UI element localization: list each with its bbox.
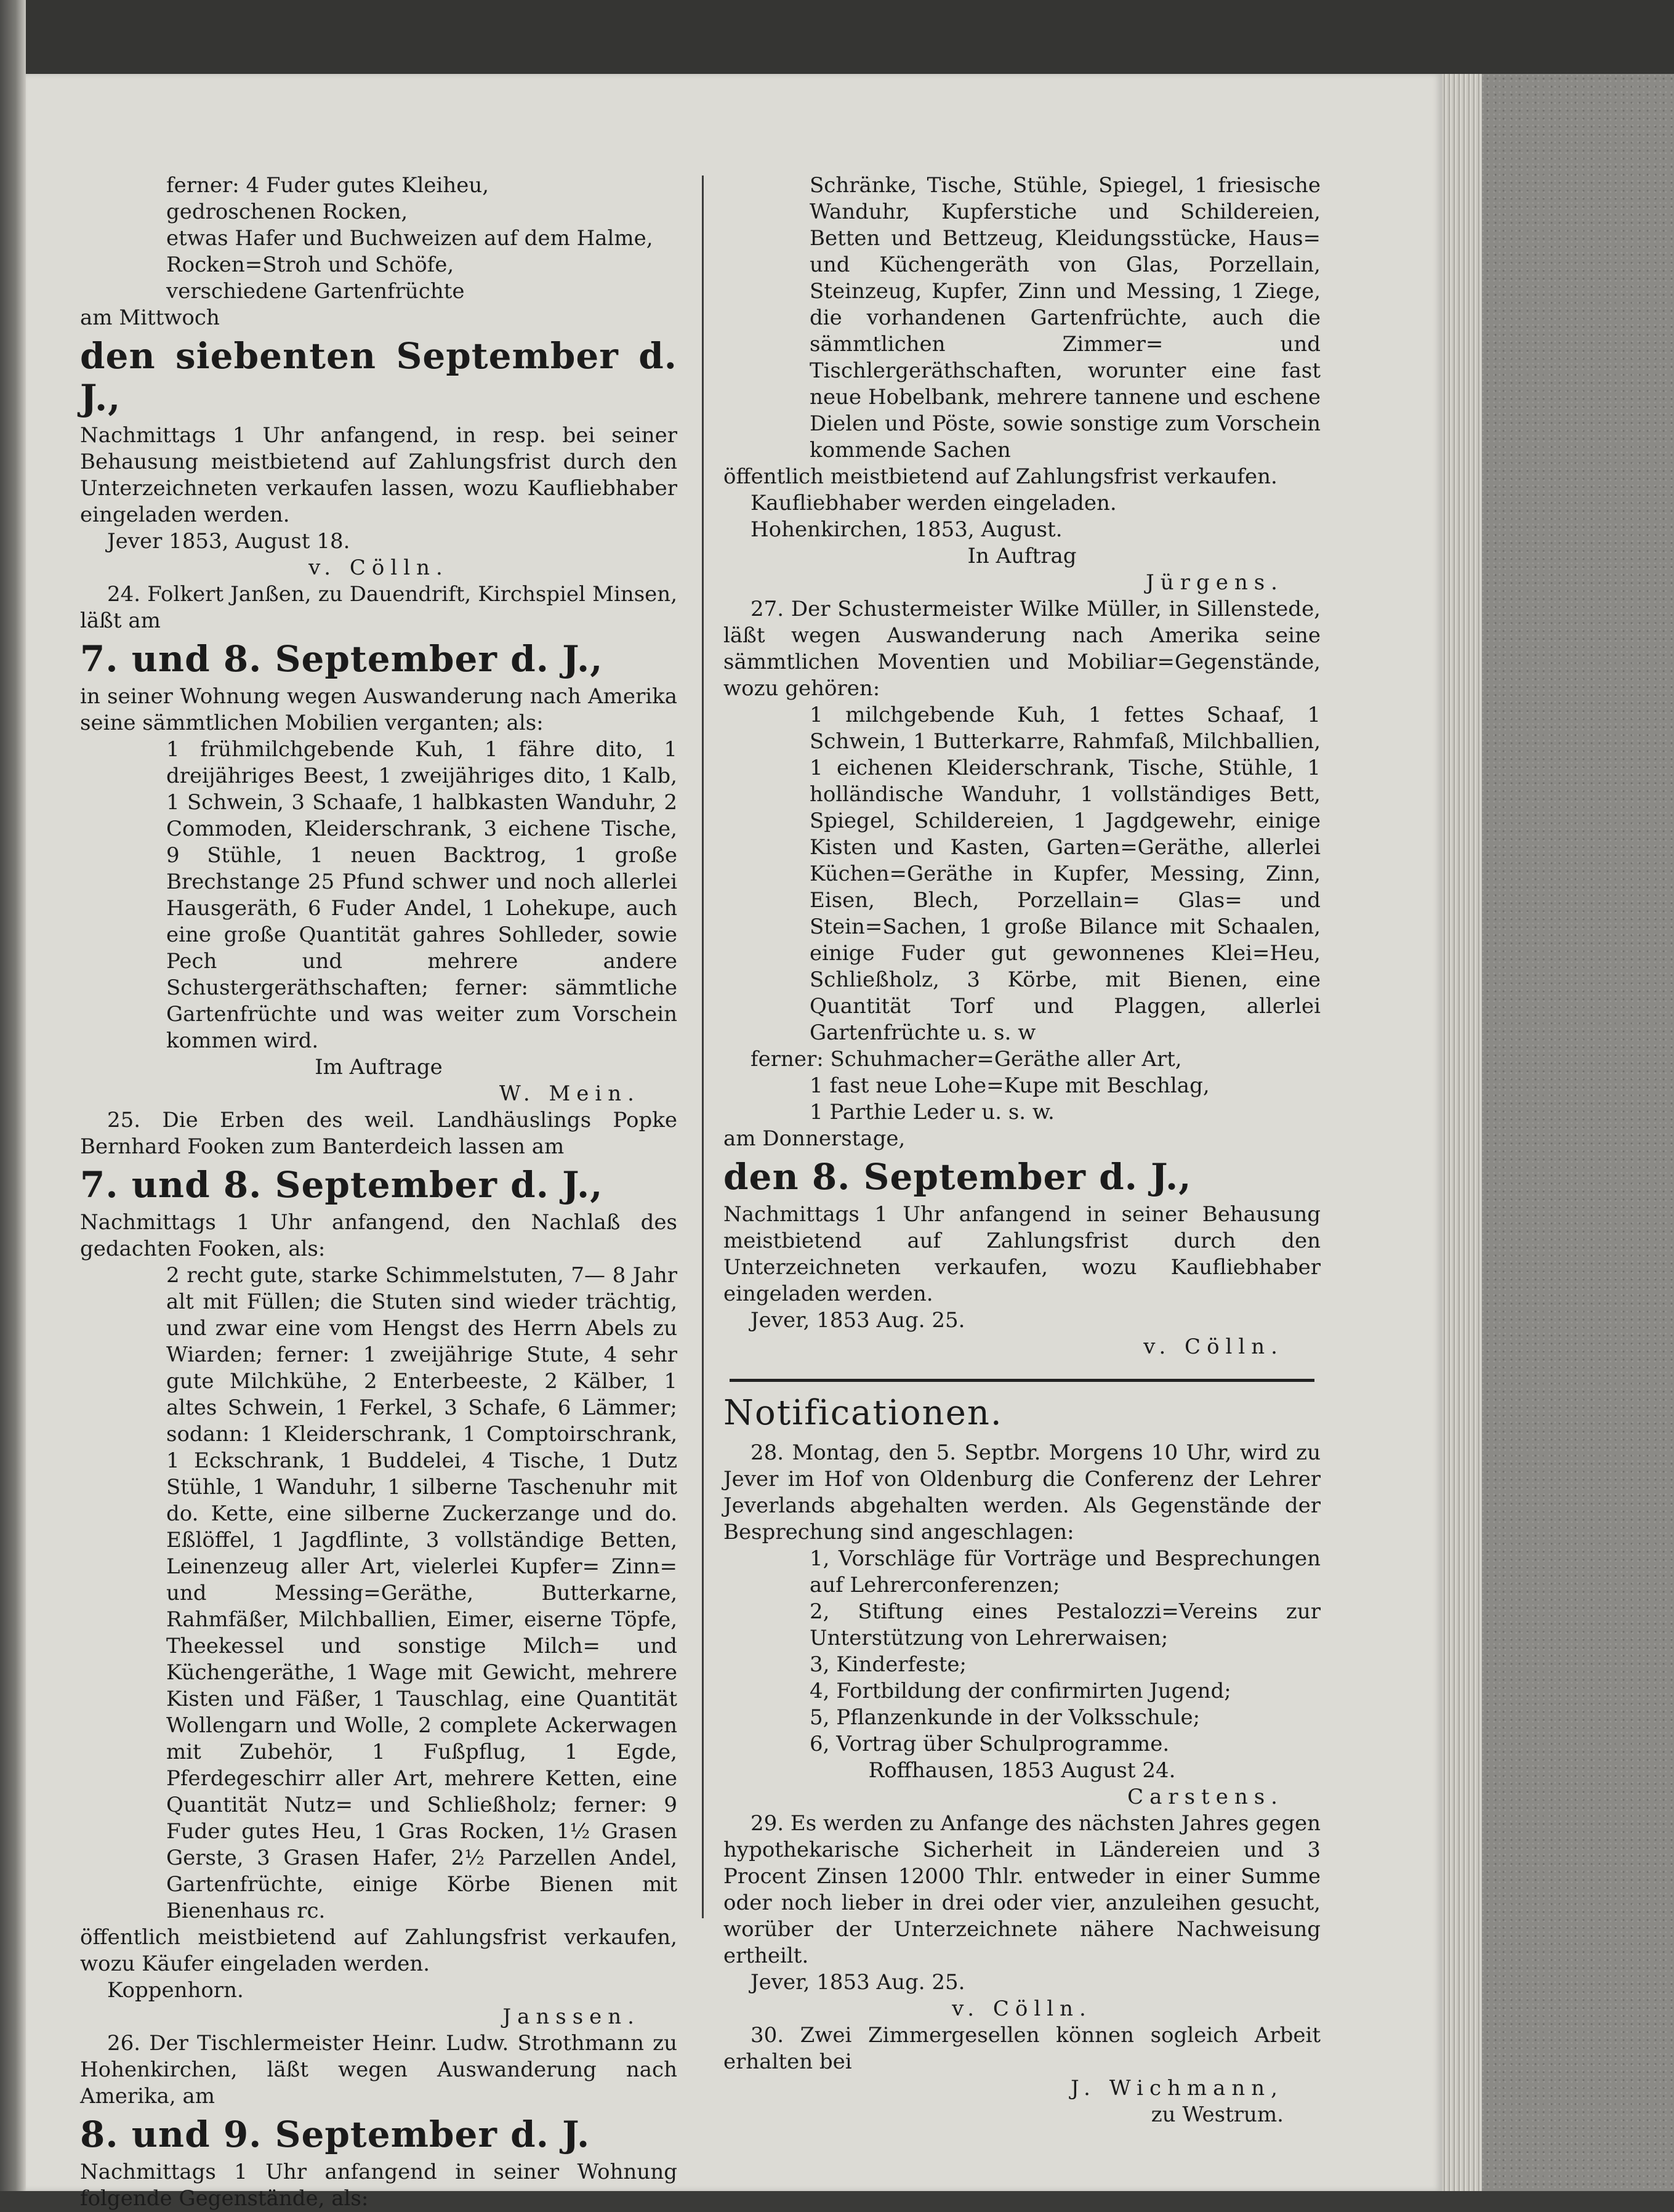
text-paragraph: 5, Pflanzenkunde in der Volksschule; [810,1705,1201,1730]
text-paragraph: J. Wichmann, [1071,2076,1284,2101]
text-paragraph: 4, Fortbildung der confirmirten Jugend; [810,1679,1231,1703]
text-paragraph: 27. Der Schustermeister Wilke Müller, in Sillenstede, läßt wegen Auswanderung nach Amerika seine sämmtlichen Moventien und Mobiliar=Gegenstände, wozu gehören: [723,597,1321,701]
left-column [80,172,677,2212]
text-paragraph: In Auftrag [967,544,1077,568]
text-paragraph: W. Mein. [499,1081,640,1106]
text-paragraph: Schränke, Tische, Stühle, Spiegel, 1 friesische Wanduhr, Kupferstiche und Schildereien, Betten und Bettzeug, Kleidungsstücke, Haus= und Küchengeräth von Glas, Porzellain, Steinzeug, Kupfer, Zinn und Messing, 1 Ziege, die vorhandenen Gartenfrüchte, auch die sämmtlichen Zimmer= und Tischlergeräthschaften, worunter eine fast neue Hobelbank, mehrere tannene und eschene Dielen und Pöste, sowie sonstige zum Vorschein kommende Sachen [810,173,1321,462]
page-edges [1442,74,1482,2191]
text-paragraph: in seiner Wohnung wegen Auswanderung nach Amerika seine sämmtlichen Mobilien verganten; als: [80,684,677,735]
date-headline: 7. und 8. September d. J., [80,638,603,680]
text-paragraph: 30. Zwei Zimmergesellen können sogleich Arbeit erhalten bei [723,2023,1321,2074]
text-paragraph: 1 Parthie Leder u. s. w. [810,1100,1055,1124]
section-heading: Notificationen. [723,1393,1003,1433]
text-paragraph: 1 milchgebende Kuh, 1 fettes Schaaf, 1 Schwein, 1 Butterkarre, Rahmfaß, Milchballien, 1 eichenen Kleiderschrank, Tische, Stühle, 1 holländische Wanduhr, 1 vollständiges Bett, Spiegel, Schildereien, 1 Jagdgewehr, einige Kisten und Kasten, Garten=Geräthe, allerlei Küchen=Geräthe in Kupfer, Messing, Zinn, Eisen, Blech, Porzellain= Glas= und Stein=Sachen, 1 große Bilance mit Schaalen, einige Fuder gut gewonnenes Klei=Heu, Schließholz, 3 Körbe, mit Bienen, eine Quantität Torf und Plaggen, allerlei Gartenfrüchte u. s. w [810,703,1321,1045]
text-paragraph: zu Westrum. [1151,2102,1284,2127]
text-paragraph: 26. Der Tischlermeister Heinr. Ludw. Strothmann zu Hohenkirchen, läßt wegen Auswanderung nach Amerika, am [80,2031,677,2109]
book-binding [0,0,26,2191]
text-paragraph: 29. Es werden zu Anfange des nächsten Jahres gegen hypothekarische Sicherheit in Ländereien und 3 Procent Zinsen 12000 Thlr. entweder in einer Summe oder noch lieber in drei oder vier, anzuleihen gesucht, worüber der Unterzeichnete nähere Nachweisung ertheilt. [723,1811,1321,1968]
text-paragraph: 1, Vorschläge für Vorträge und Besprechungen auf Lehrerconferenzen; [810,1546,1321,1597]
text-paragraph: Jever, 1853 Aug. 25. [750,1970,965,1995]
text-paragraph: am Mittwoch [80,305,220,330]
text-paragraph: Nachmittags 1 Uhr anfangend in seiner Behausung meistbietend auf Zahlungsfrist durch den Unterzeichneten verkaufen, wozu Kaufliebhaber eingeladen werden. [723,1202,1321,1306]
text-paragraph: Rocken=Stroh und Schöfe, [166,252,454,277]
text-paragraph: Jever 1853, August 18. [107,529,350,554]
text-paragraph: Janssen. [502,2004,640,2029]
text-paragraph: v. Cölln. [1143,1334,1284,1359]
text-paragraph: etwas Hafer und Buchweizen auf dem Halme, [166,226,653,251]
text-paragraph: 24. Folkert Janßen, zu Dauendrift, Kirchspiel Minsen, läßt am [80,582,677,633]
background-top [0,0,1674,74]
text-paragraph: am Donnerstage, [723,1126,906,1151]
text-paragraph: öffentlich meistbietend auf Zahlungsfrist verkaufen. [723,464,1278,489]
text-paragraph: Roffhausen, 1853 August 24. [868,1758,1176,1783]
text-paragraph: Nachmittags 1 Uhr anfangend in seiner Wohnung folgende Gegenstände, als: [80,2160,677,2211]
text-paragraph: 3, Kinderfeste; [810,1652,967,1677]
date-headline: den 8. September d. J., [723,1156,1192,1198]
text-paragraph: Carstens. [1127,1785,1284,1809]
marbled-cover [1482,74,1674,2191]
section-rule [730,1379,1314,1382]
text-paragraph: Jürgens. [1146,570,1284,595]
date-headline: den siebenten September d. J., [80,335,677,419]
text-paragraph: 1 frühmilchgebende Kuh, 1 fähre dito, 1 dreijähriges Beest, 1 zweijähriges dito, 1 Kalb, 1 Schwein, 3 Schaafe, 1 halbkasten Wanduhr, 2 Commoden, Kleiderschrank, 3 eichene Tische, 9 Stühle, 1 neuen Backtrog, 1 große Brechstange 25 Pfund schwer und noch allerlei Hausgeräth, 6 Fuder Andel, 1 Lohekupe, auch eine große Quantität gahres Sohlleder, sowie Pech und mehrere andere Schustergeräthschaften; ferner: sämmtliche Gartenfrüchte und was weiter zum Vorschein kommen wird. [166,737,677,1053]
text-paragraph: Nachmittags 1 Uhr anfangend, den Nachlaß des gedachten Fooken, als: [80,1210,677,1261]
text-paragraph: 1 fast neue Lohe=Kupe mit Beschlag, [810,1073,1210,1098]
text-paragraph: Jever, 1853 Aug. 25. [750,1308,965,1333]
text-paragraph: v. Cölln. [308,555,449,580]
text-paragraph: gedroschenen Rocken, [166,200,408,224]
text-paragraph: 6, Vortrag über Schulprogramme. [810,1732,1170,1756]
column-divider [702,176,704,1918]
text-paragraph: ferner: Schuhmacher=Geräthe aller Art, [750,1047,1182,1072]
text-paragraph: 2 recht gute, starke Schimmelstuten, 7— 8 Jahr alt mit Füllen; die Stuten sind wieder trächtig, und zwar eine vom Hengst des Herrn Abels zu Wiarden; ferner: 1 zweijährige Stute, 4 sehr gute Milchkühe, 2 Enterbeeste, 2 Kälber, 1 altes Schwein, 1 Ferkel, 3 Schafe, 6 Lämmer; sodann: 1 Kleiderschrank, 1 Comptoirschrank, 1 Eckschrank, 1 Buddelei, 4 Tische, 1 Dutz Stühle, 1 Wanduhr, 1 silberne Taschenuhr mit do. Kette, eine silberne Zuckerzange und do. Eßlöffel, 1 Jagdflinte, 3 vollständige Betten, Leinenzeug aller Art, vielerlei Kupfer= Zinn= und Messing=Geräthe, Butterkarne, Rahmfäßer, Milchballien, Eimer, eiserne Töpfe, Theekessel und sonstige Milch= und Küchengeräthe, 1 Wage mit Gewicht, mehrere Kisten und Fäßer, 1 Tauschlag, eine Quantität Wollengarn und Wolle, 2 complete Ackerwagen mit Zubehör, 1 Fußpflug, 1 Egde, Pferdegeschirr aller Art, mehrere Ketten, eine Quantität Nutz= und Schließholz; ferner: 9 Fuder gutes Heu, 1 Gras Rocken, 1½ Grasen Gerste, 3 Grasen Hafer, 2½ Parzellen Andel, Gartenfrüchte, einige Körbe Bienen mit Bienenhaus rc. [166,1263,677,1923]
date-headline: 7. und 8. September d. J., [80,1164,603,1206]
text-paragraph: verschiedene Gartenfrüchte [166,279,465,304]
text-paragraph: ferner: 4 Fuder gutes Kleiheu, [166,173,489,198]
text-paragraph: Kaufliebhaber werden eingeladen. [750,491,1117,515]
right-column [723,172,1321,2128]
text-paragraph: Nachmittags 1 Uhr anfangend, in resp. bei seiner Behausung meistbietend auf Zahlungsfrist durch den Unterzeichneten verkaufen lassen, wozu Kaufliebhaber eingeladen werden. [80,423,677,527]
text-paragraph: v. Cölln. [952,1996,1092,2021]
text-paragraph: öffentlich meistbietend auf Zahlungsfrist verkaufen, wozu Käufer eingeladen werden. [80,1925,677,1976]
text-paragraph: 28. Montag, den 5. Septbr. Morgens 10 Uhr, wird zu Jever im Hof von Oldenburg die Conferenz der Lehrer Jeverlands abgehalten werden. Als Gegenstände der Besprechung sind angeschlagen: [723,1440,1321,1544]
text-paragraph: Im Auftrage [315,1055,443,1080]
text-paragraph: Hohenkirchen, 1853, August. [750,517,1063,542]
text-paragraph: 2, Stiftung eines Pestalozzi=Vereins zur Unterstützung von Lehrerwaisen; [810,1599,1321,1650]
date-headline: 8. und 9. September d. J. [80,2113,590,2155]
text-paragraph: Koppenhorn. [107,1978,244,2003]
text-paragraph: 25. Die Erben des weil. Landhäuslings Popke Bernhard Fooken zum Banterdeich lassen am [80,1108,677,1159]
